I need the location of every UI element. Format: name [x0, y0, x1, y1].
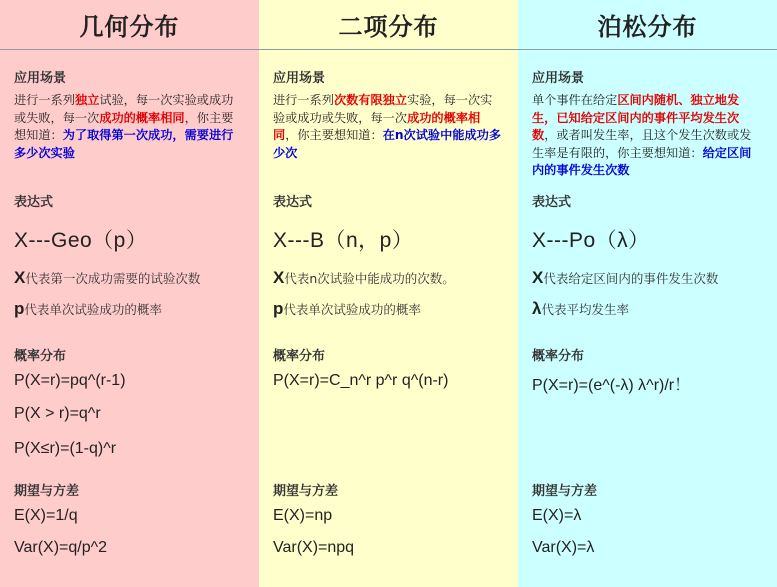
title-divider	[518, 49, 777, 50]
geometric-column	[0, 0, 259, 587]
desc-text: ，或者叫发生率，且这个发生次数或发生率是有限的，你主要想知道：	[532, 128, 752, 160]
binomial-application-text	[273, 92, 503, 162]
poisson-note-lambda	[532, 299, 629, 319]
poisson-title: 泊松分布	[597, 13, 698, 41]
note-symbol: X	[273, 268, 285, 287]
expectation-heading: 期望与方差	[14, 483, 80, 498]
application-heading: 应用场景	[273, 70, 326, 85]
desc-text: ，你主要想知道：	[14, 110, 234, 143]
note-symbol: X	[14, 268, 26, 287]
application-heading: 应用场景	[14, 70, 67, 85]
geometric-formula-2: P(X > r)=q^r	[14, 405, 101, 422]
binomial-expression: X---B（n，p）	[273, 229, 414, 252]
desc-highlight-blue: 在n次试验中能成功多少次	[273, 128, 502, 160]
geometric-expression: X---Geo（p）	[14, 229, 148, 252]
desc-highlight-red: 区间内随机、独立地发生，已知给定区间内的事件平均发生次数	[532, 93, 740, 143]
note-text: 代表给定区间内的事件发生次数	[543, 271, 719, 286]
note-text: 代表平均发生率	[541, 302, 629, 317]
poisson-expression: X---Po（λ）	[532, 229, 650, 252]
note-text: 代表第一次成功需要的试验次数	[25, 271, 201, 286]
note-symbol: X	[532, 268, 544, 287]
title-divider	[0, 49, 259, 50]
desc-highlight-blue: 给定区间内的事件发生次数	[532, 145, 752, 178]
distribution-heading: 概率分布	[273, 348, 326, 363]
binomial-formula-1: P(X=r)=C_n^r p^r q^(n-r)	[273, 372, 449, 389]
note-symbol: λ	[532, 299, 542, 318]
desc-highlight-blue: 为了取得第一次成功，需要进行多少次实验	[14, 128, 234, 160]
binomial-note-x	[273, 268, 455, 288]
binomial-expectation: E(X)=np	[273, 507, 333, 524]
desc-text: 单个事件在给定	[532, 93, 618, 107]
geometric-formula-3: P(X≤r)=(1-q)^r	[14, 440, 117, 457]
poisson-column	[518, 0, 777, 587]
note-symbol: p	[273, 299, 284, 318]
note-symbol: p	[14, 299, 25, 318]
binomial-note-p	[273, 299, 421, 319]
geometric-note-p	[14, 299, 162, 319]
binomial-column	[259, 0, 518, 587]
title-divider	[259, 49, 518, 50]
distribution-heading: 概率分布	[14, 348, 67, 363]
geometric-application-text	[14, 92, 244, 162]
poisson-expectation: E(X)=λ	[532, 507, 582, 524]
expression-heading: 表达式	[532, 194, 572, 209]
distribution-heading: 概率分布	[532, 348, 585, 363]
expectation-heading: 期望与方差	[273, 483, 339, 498]
application-heading: 应用场景	[532, 70, 585, 85]
expectation-heading: 期望与方差	[532, 483, 598, 498]
note-text: 代表单次试验成功的概率	[24, 302, 162, 317]
desc-highlight-red: 独立	[74, 93, 100, 107]
desc-text: 实验，每一次实验或成功或失败，每一次	[273, 93, 493, 125]
desc-text: 试验，每一次实验或成功或失败，每一次	[14, 93, 234, 125]
geometric-title: 几何分布	[79, 13, 180, 41]
note-text: 代表n次试验中能成功的次数。	[284, 271, 455, 286]
poisson-application-text	[532, 92, 762, 180]
expression-heading: 表达式	[273, 194, 313, 209]
desc-text: 进行一系列	[273, 93, 334, 107]
expression-heading: 表达式	[14, 194, 54, 209]
geometric-formula-1: P(X=r)=pq^(r-1)	[14, 372, 126, 389]
desc-highlight-red: 次数有限独立	[333, 93, 408, 107]
poisson-variance: Var(X)=λ	[532, 539, 595, 556]
desc-text: 进行一系列	[14, 93, 75, 107]
poisson-note-x	[532, 268, 718, 288]
desc-highlight-red: 成功的概率相同	[99, 110, 185, 125]
desc-text: ，你主要想知道：	[285, 128, 383, 143]
geometric-note-x	[14, 268, 200, 288]
geometric-variance: Var(X)=q/p^2	[14, 539, 108, 556]
binomial-title: 二项分布	[338, 13, 439, 41]
desc-highlight-red: 成功的概率相同	[273, 110, 481, 143]
poisson-formula-1: P(X=r)=(e^(-λ) λ^r)/r！	[532, 377, 691, 394]
note-text: 代表单次试验成功的概率	[283, 302, 421, 317]
binomial-variance: Var(X)=npq	[273, 539, 355, 556]
geometric-expectation: E(X)=1/q	[14, 507, 78, 524]
